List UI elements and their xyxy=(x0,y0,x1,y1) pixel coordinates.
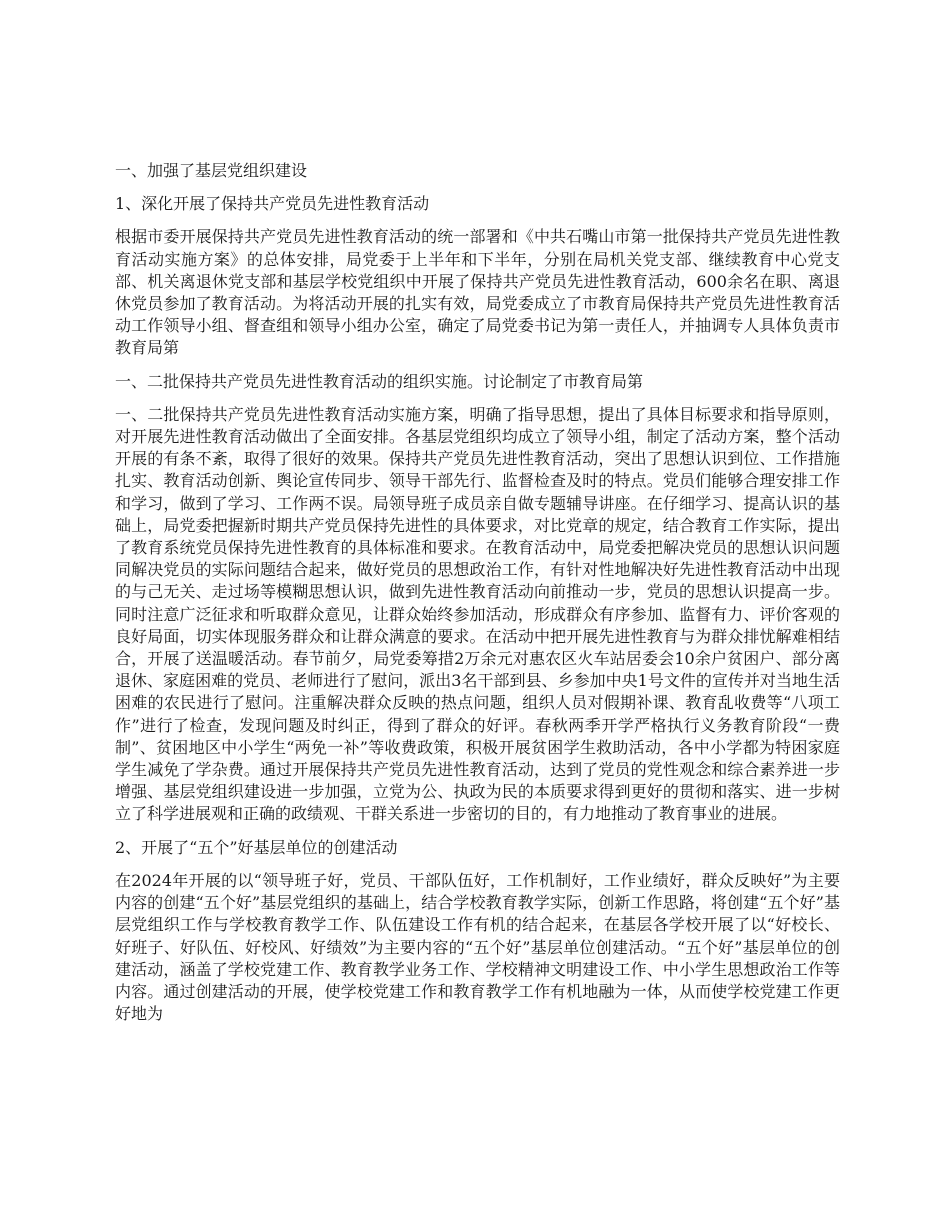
body-paragraph: 在2024年开展的以“领导班子好，党员、干部队伍好，工作机制好，工作业绩好，群众反映好”为主要内容的创建“五个好”基层党组织的基础上，结合学校教育教学实际，创新工作思路，将创建“五个好”基层党组织工作与学校教育教学工作、队伍建设工作有机的结合起来，在基层各学校开展了以“好校长、好班子、好队伍、好校风、好绩效”为主要内容的“五个好”基层单位创建活动。“五个好”基层单位的创建活动，涵盖了学校党建工作、教育教学业务工作、学校精神文明建设工作、中小学生思想政治工作等内容。通过创建活动的开展，使学校党建工作和教育教学工作有机地融为一体，从而使学校党建工作更好地为 xyxy=(115,870,840,1024)
subsection-heading-1: 1、深化开展了保持共产党员先进性教育活动 xyxy=(115,194,430,214)
body-paragraph: 一、二批保持共产党员先进性教育活动实施方案，明确了指导思想，提出了具体目标要求和指导原则，对开展先进性教育活动做出了全面安排。各基层党组织均成立了领导小组，制定了活动方案，整个活动开展的有条不紊，取得了很好的效果。保持共产党员先进性教育活动，突出了思想认识到位、工作措施扎实、教育活动创新、舆论宣传同步、领导干部先行、监督检查及时的特点。党员们能够合理安排工作和学习，做到了学习、工作两不误。局领导班子成员亲自做专题辅导讲座。在仔细学习、提高认识的基础上，局党委把握新时期共产党员保持先进性的具体要求，对比党章的规定，结合教育工作实际，提出了教育系统党员保持先进性教育的具体标准和要求。在教育活动中，局党委把解决党员的思想认识问题同解决党员的实际问题结合起来，做好党员的思想政治工作，有针对性地解决好先进性教育活动中出现的与己无关、走过场等模糊思想认识，做到先进性教育活动向前推动一步，党员的思想认识提高一步。同时注意广泛征求和听取群众意见，让群众始终参加活动，形成群众有序参加、监督有力、评价客观的良好局面，切实体现服务群众和让群众满意的要求。在活动中把开展先进性教育与为群众排忧解难相结合，开展了送温暖活动。春节前夕，局党委筹措2万余元对惠农区火车站居委会10余户贫困户、部分离退休、家庭困难的党员、老师进行了慰问，派出3名干部到县、乡参加中央1号文件的宣传并对当地生活困难的农民进行了慰问。注重解决群众反映的热点问题，组织人员对假期补课、教育乱收费等“八项工作”进行了检查，发现问题及时纠正，得到了群众的好评。春秋两季开学严格执行义务教育阶段“一费制”、贫困地区中小学生“两免一补”等收费政策，积极开展贫困学生救助活动，各中小学都为特困家庭学生减免了学杂费。通过开展保持共产党员先进性教育活动，达到了党员的党性观念和综合素养进一步增强、基层党组织建设进一步加强，立党为公、执政为民的本质要求得到更好的贯彻和落实、进一步树立了科学进展观和正确的政绩观、干群关系进一步密切的目的，有力地推动了教育事业的进展。 xyxy=(115,404,840,824)
subsection-heading-2: 2、开展了“五个”好基层单位的创建活动 xyxy=(115,837,398,857)
body-paragraph: 一、二批保持共产党员先进性教育活动的组织实施。讨论制定了市教育局第 xyxy=(115,371,644,391)
section-heading: 一、加强了基层党组织建设 xyxy=(115,161,308,180)
body-paragraph: 根据市委开展保持共产党员先进性教育活动的统一部署和《中共石嘴山市第一批保持共产党员先进性教育活动实施方案》的总体安排，局党委于上半年和下半年，分别在局机关党支部、继续教育中心党支部、机关离退休党支部和基层学校党组织中开展了保持共产党员先进性教育活动，600余名在职、离退休党员参加了教育活动。为将活动开展的扎实有效，局党委成立了市教育局保持共产党员先进性教育活动工作领导小组、督查组和领导小组办公室，确定了局党委书记为第一责任人，并抽调专人具体负责市教育局第 xyxy=(115,227,840,358)
document-body xyxy=(115,160,840,1036)
